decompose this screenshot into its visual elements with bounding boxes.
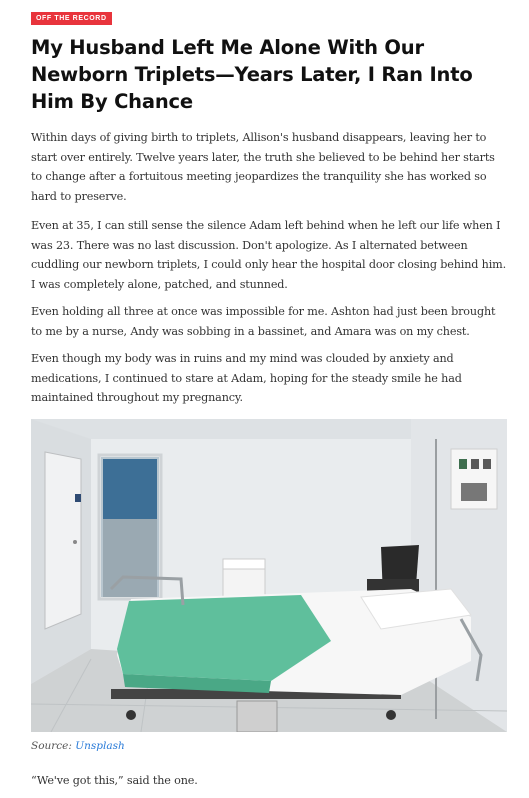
image-caption: [31, 740, 125, 752]
hospital-room-photo: [31, 419, 507, 732]
article-paragraph: Even though my body was in ruins and my mind was clouded by anxiety and medications, I continued to stare at Adam, hoping for the steady smile he had maintained throughout my pregnancy.: [31, 352, 462, 404]
category-tag[interactable]: OFF THE RECORD: [31, 12, 112, 25]
hospital-bed-illustration: [31, 419, 507, 732]
article-paragraph: Even holding all three at once was impossible for me. Ashton had just been brought to me by a nurse, Andy was sobbing in a bassinet, and Amara was on my chest.: [31, 305, 496, 338]
caption-prefix: Source:: [31, 740, 76, 752]
article-paragraph: Even at 35, I can still sense the silence Adam left behind when he left our life when I was 23. There was no last discussion. Don't apologize. As I alternated between cuddling our newborn triplets, I could only hear the hospital door closing behind him. I was completely alone, patched, and stunned.: [31, 219, 507, 291]
article-headline: My Husband Left Me Alone With Our Newborn Triplets—Years Later, I Ran Into Him By Chance: [31, 36, 473, 113]
article-paragraph: “We've got this,” said the one.: [31, 774, 198, 787]
caption-source-link[interactable]: Unsplash: [75, 740, 125, 752]
article-intro: Within days of giving birth to triplets, Allison's husband disappears, leaving her to start over entirely. Twelve years later, the truth she believed to be behind her starts to change after a fortuitous meeting jeopardizes the tranquility she has worked so hard to preserve.: [31, 131, 495, 203]
